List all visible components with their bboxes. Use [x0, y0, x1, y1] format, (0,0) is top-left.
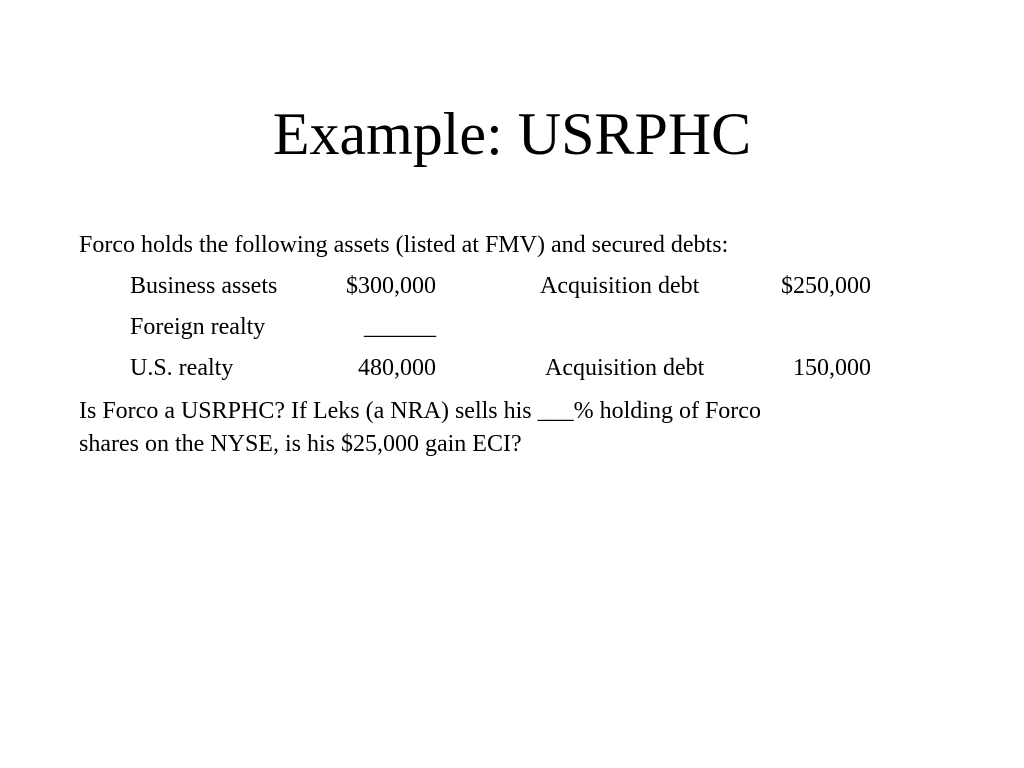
debt-value: $250,000 — [781, 273, 871, 299]
intro-text: Forco holds the following assets (listed at FMV) and secured debts: — [79, 232, 729, 258]
slide-title: Example: USRPHC — [272, 101, 752, 167]
debt-label: Acquisition debt — [540, 273, 700, 299]
question-line-2: shares on the NYSE, is his $25,000 gain ECI? — [79, 431, 522, 457]
asset-value: 480,000 — [358, 355, 436, 381]
question-line-1: Is Forco a USRPHC? If Leks (a NRA) sells his ___% holding of Forco — [79, 398, 761, 424]
debt-label: Acquisition debt — [545, 355, 705, 381]
asset-label: Business assets — [130, 273, 278, 299]
debt-value: 150,000 — [793, 355, 871, 381]
asset-value: $300,000 — [346, 273, 436, 299]
asset-label: U.S. realty — [130, 355, 234, 381]
asset-label: Foreign realty — [130, 314, 266, 340]
asset-value: ______ — [364, 314, 436, 340]
